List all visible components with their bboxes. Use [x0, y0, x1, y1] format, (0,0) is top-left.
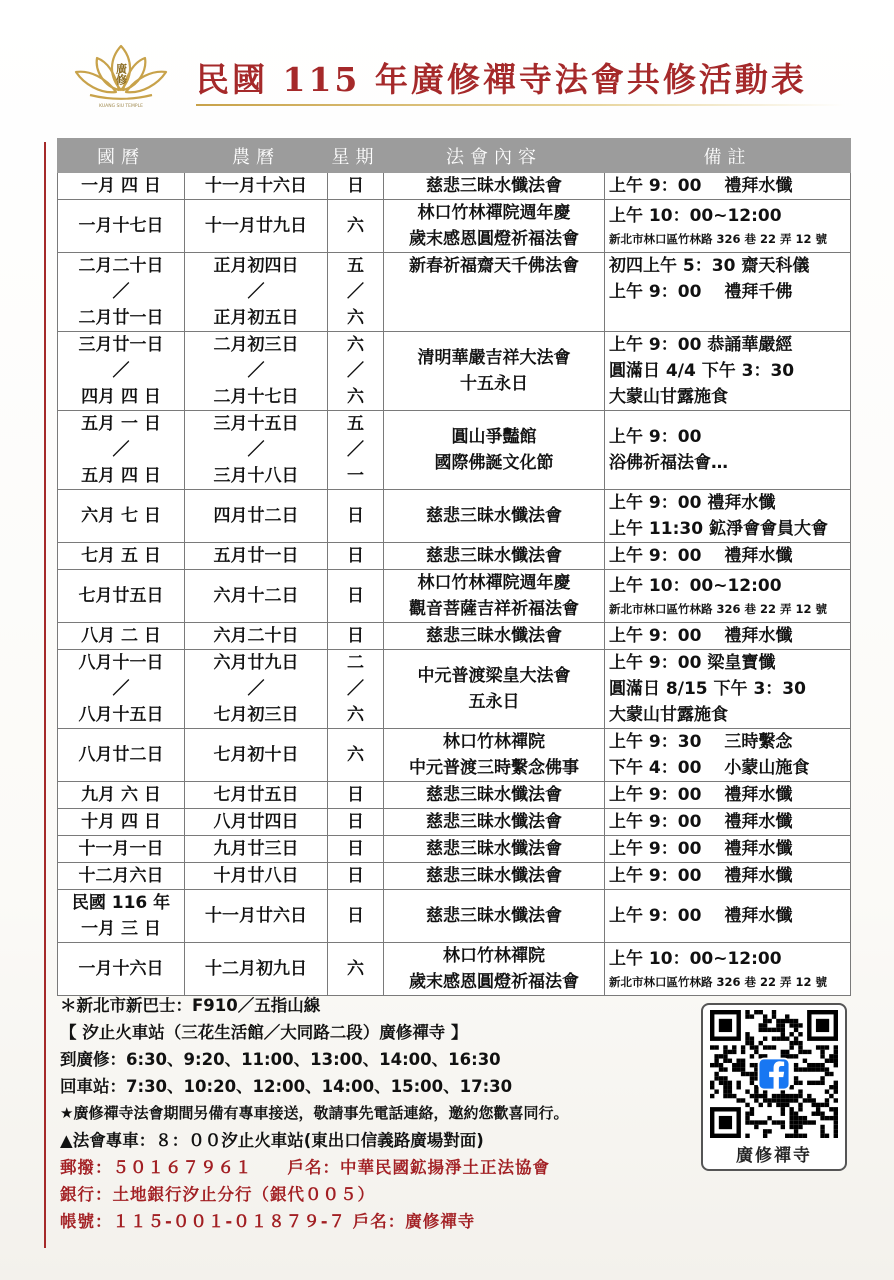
qr-code[interactable]: [710, 1010, 838, 1138]
weekday-line: 日: [347, 812, 364, 832]
lunar-date-line: ／: [247, 440, 265, 460]
weekday-line: 日: [347, 506, 364, 526]
solar-date-line: 七月 五 日: [81, 546, 161, 566]
solar-date-line: ／: [112, 440, 130, 460]
notes-line: 初四上午 5：30 齋天科儀: [609, 256, 810, 276]
notes-line: 新北市林口區竹林路 326 巷 22 弄 12 號: [609, 232, 828, 246]
weekday-line: 六: [347, 705, 364, 725]
notes-line: 上午 11:30 鉱淨會會員大會: [609, 519, 828, 539]
notes-line: 下午 4：00 小蒙山施食: [609, 758, 810, 778]
footer-info: [60, 992, 700, 1235]
event-cell: [384, 543, 605, 570]
notes-line: 上午 9：00 禮拜千佛: [609, 282, 793, 302]
lunar-date-line: 七月廿五日: [213, 785, 299, 805]
solar-date-cell: [58, 650, 185, 729]
notes-line: 上午 9：00 禮拜水懺: [609, 546, 793, 566]
table-row: [58, 729, 851, 782]
event-line: 五永日: [468, 692, 520, 712]
solar-date-cell: [58, 570, 185, 623]
lunar-date-cell: [185, 863, 328, 890]
facebook-icon: [759, 1059, 790, 1090]
lunar-date-line: 六月十二日: [213, 586, 299, 606]
solar-date-cell: [58, 200, 185, 253]
notes-line: 上午 9：00 禮拜水懺: [609, 812, 793, 832]
solar-date-cell: [58, 490, 185, 543]
event-line: 慈悲三昧水懺法會: [426, 176, 562, 196]
solar-date-cell: [58, 729, 185, 782]
solar-date-line: 二月廿一日: [78, 308, 164, 328]
lunar-date-line: 八月廿四日: [213, 812, 299, 832]
solar-date-line: 五月 四 日: [81, 466, 161, 486]
table-row: [58, 490, 851, 543]
notes-cell: [605, 411, 851, 490]
bus-line-text: ＊新北市新巴士：F910／五指山線: [60, 996, 321, 1015]
lunar-date-line: 十月廿八日: [213, 866, 299, 886]
table-row: [58, 782, 851, 809]
event-line: [388, 279, 600, 305]
lunar-date-line: 二月十七日: [213, 387, 299, 407]
table-row: [58, 650, 851, 729]
lunar-date-line: 二月初三日: [213, 335, 299, 355]
logo-text: 廣修: [114, 63, 128, 85]
weekday-line: 五: [347, 256, 364, 276]
weekday-cell: [328, 650, 384, 729]
event-cell: [384, 173, 605, 200]
weekday-line: 六: [347, 335, 364, 355]
solar-date-line: ／: [112, 282, 130, 302]
lunar-date-cell: [185, 253, 328, 332]
notes-cell: [605, 173, 851, 200]
notes-cell: [605, 570, 851, 623]
table-row: [58, 173, 851, 200]
solar-date-line: 三月廿一日: [78, 335, 164, 355]
notes-line: 上午 10：00~12:00: [609, 949, 782, 969]
solar-date-line: 一月十七日: [78, 216, 164, 236]
to-temple-schedule: 到廣修：6:30、9:20、11:00、13:00、14:00、16:30: [60, 1050, 501, 1069]
event-cell: [384, 729, 605, 782]
notes-line: 上午 9：00 禮拜水懺: [609, 626, 793, 646]
event-cell: [384, 809, 605, 836]
notes-line: 上午 9：00 禮拜水懺: [609, 866, 793, 886]
notes-cell: [605, 623, 851, 650]
weekday-line: 六: [347, 959, 364, 979]
notes-line: 上午 9：00 恭誦華嚴經: [609, 335, 793, 355]
event-cell: [384, 411, 605, 490]
solar-date-line: 九月 六 日: [81, 785, 161, 805]
event-cell: [384, 623, 605, 650]
weekday-cell: [328, 809, 384, 836]
weekday-cell: [328, 782, 384, 809]
solar-date-cell: [58, 623, 185, 650]
event-line: 圓山爭豔館: [451, 427, 537, 447]
table-row: [58, 890, 851, 943]
weekday-cell: [328, 543, 384, 570]
lunar-date-cell: [185, 943, 328, 996]
table-row: [58, 543, 851, 570]
event-line: 慈悲三昧水懺法會: [426, 506, 562, 526]
lunar-date-line: 十一月十六日: [205, 176, 307, 196]
solar-date-cell: [58, 411, 185, 490]
weekday-cell: [328, 173, 384, 200]
weekday-line: 六: [347, 216, 364, 236]
weekday-line: 日: [347, 586, 364, 606]
lunar-date-cell: [185, 809, 328, 836]
notes-line: 上午 10：00~12:00: [609, 576, 782, 596]
lunar-date-line: 三月十五日: [213, 414, 299, 434]
solar-date-line: 一月 三 日: [81, 919, 161, 939]
weekday-line: 日: [347, 785, 364, 805]
event-line: 慈悲三昧水懺法會: [426, 812, 562, 832]
lunar-date-cell: [185, 650, 328, 729]
lunar-date-line: 四月廿二日: [213, 506, 299, 526]
notes-line: 上午 9：00 禮拜水懺: [609, 785, 793, 805]
bus-route-text: 【 汐止火車站（三花生活館／大同路二段）廣修禪寺 】: [60, 1023, 468, 1042]
table-row: [58, 836, 851, 863]
event-line: 林口竹林禪院: [443, 946, 545, 966]
solar-date-cell: [58, 836, 185, 863]
table-row: [58, 332, 851, 411]
weekday-line: 日: [347, 839, 364, 859]
notes-line: 大蒙山甘露施食: [609, 705, 728, 725]
event-line: 中元普渡三時繫念佛事: [409, 758, 579, 778]
weekday-line: 日: [347, 866, 364, 886]
solar-date-line: 五月 一 日: [81, 414, 161, 434]
event-cell: [384, 943, 605, 996]
weekday-cell: [328, 253, 384, 332]
weekday-cell: [328, 411, 384, 490]
notes-line: [609, 305, 846, 331]
lunar-date-line: 七月初十日: [213, 745, 299, 765]
solar-date-cell: [58, 543, 185, 570]
table-row: [58, 253, 851, 332]
lunar-date-cell: [185, 729, 328, 782]
table-header-row: [58, 139, 851, 173]
notes-cell: [605, 200, 851, 253]
event-line: 慈悲三昧水懺法會: [426, 626, 562, 646]
solar-date-cell: [58, 890, 185, 943]
solar-date-line: 八月十一日: [78, 653, 164, 673]
header-event: 法會內容: [384, 139, 605, 173]
solar-date-line: 一月 四 日: [81, 176, 161, 196]
event-cell: [384, 332, 605, 411]
lunar-date-line: 七月初三日: [213, 705, 299, 725]
notes-cell: [605, 729, 851, 782]
weekday-line: ／: [347, 440, 364, 460]
notes-line: 浴佛祈福法會…: [609, 453, 728, 473]
event-line: 歲末感恩圓燈祈福法會: [409, 229, 579, 249]
lunar-date-line: 六月二十日: [213, 626, 299, 646]
bank-info: 銀行：土地銀行汐止分行（銀代００５）: [60, 1185, 375, 1204]
lunar-date-cell: [185, 543, 328, 570]
notes-line: 上午 9：00 禮拜水懺: [609, 906, 793, 926]
table-row: [58, 623, 851, 650]
solar-date-line: 二月二十日: [78, 256, 164, 276]
lunar-date-line: 五月廿一日: [213, 546, 299, 566]
page-title: 民國 115 年廣修禪寺法會共修活動表: [196, 60, 807, 99]
notes-cell: [605, 332, 851, 411]
solar-date-line: 八月十五日: [78, 705, 164, 725]
weekday-cell: [328, 943, 384, 996]
lunar-date-cell: [185, 623, 328, 650]
lunar-date-line: ／: [247, 679, 265, 699]
notes-cell: [605, 650, 851, 729]
qr-caption: 廣修禪寺: [736, 1146, 812, 1166]
notes-cell: [605, 543, 851, 570]
weekday-line: ／: [347, 361, 364, 381]
header-notes: 備註: [605, 139, 851, 173]
notes-cell: [605, 782, 851, 809]
weekday-line: 日: [347, 906, 364, 926]
header-lunar-date: 農曆: [185, 139, 328, 173]
solar-date-cell: [58, 809, 185, 836]
event-line: 林口竹林禪院週年慶: [417, 203, 571, 223]
notes-line: 新北市林口區竹林路 326 巷 22 弄 12 號: [609, 602, 828, 616]
lunar-date-line: 十一月廿九日: [205, 216, 307, 236]
solar-date-cell: [58, 253, 185, 332]
weekday-cell: [328, 890, 384, 943]
logo-subtext: KUANG SIU TEMPLE: [99, 104, 143, 109]
event-line: 慈悲三昧水懺法會: [426, 546, 562, 566]
notes-line: 上午 10：00~12:00: [609, 206, 782, 226]
weekday-cell: [328, 332, 384, 411]
solar-date-line: 六月 七 日: [81, 506, 161, 526]
solar-date-line: 八月 二 日: [81, 626, 161, 646]
table-row: [58, 200, 851, 253]
table-body: [58, 173, 851, 996]
notes-cell: [605, 943, 851, 996]
solar-date-line: 七月廿五日: [78, 586, 164, 606]
weekday-cell: [328, 729, 384, 782]
event-cell: [384, 782, 605, 809]
event-line: 國際佛誕文化節: [434, 453, 554, 473]
notes-cell: [605, 809, 851, 836]
table-row: [58, 809, 851, 836]
event-line: 清明華嚴吉祥大法會: [417, 348, 571, 368]
header-weekday: 星期: [328, 139, 384, 173]
notes-line: 上午 9：00 禮拜水懺: [609, 839, 793, 859]
postal-account: 郵撥：５０１６７９６１ 戶名：中華民國鉱揚淨土正法協會: [60, 1158, 550, 1177]
weekday-line: 五: [347, 414, 364, 434]
notes-line: 上午 9：00: [609, 427, 702, 447]
weekday-cell: [328, 200, 384, 253]
lunar-date-cell: [185, 836, 328, 863]
event-cell: [384, 253, 605, 332]
left-accent-rule: [44, 142, 46, 1248]
solar-date-cell: [58, 332, 185, 411]
event-line: 觀音菩薩吉祥祈福法會: [409, 599, 579, 619]
schedule-table: [57, 138, 851, 996]
event-line: 新春祈福齋天千佛法會: [409, 256, 579, 276]
solar-date-line: 四月 四 日: [81, 387, 161, 407]
lunar-date-cell: [185, 332, 328, 411]
weekday-cell: [328, 623, 384, 650]
shuttle-notice: ★廣修禪寺法會期間另備有專車接送，敬請事先電話連絡，邀約您歡喜同行。: [60, 1104, 569, 1122]
weekday-cell: [328, 863, 384, 890]
notes-line: 圓滿日 8/15 下午 3：30: [609, 679, 806, 699]
solar-date-line: 十一月一日: [78, 839, 164, 859]
notes-cell: [605, 836, 851, 863]
event-line: [388, 305, 600, 331]
weekday-line: 六: [347, 745, 364, 765]
event-line: 中元普渡梁皇大法會: [417, 666, 571, 686]
notes-line: 上午 9：00 禮拜水懺: [609, 493, 776, 513]
lunar-date-cell: [185, 173, 328, 200]
lunar-date-line: ／: [247, 361, 265, 381]
table-row: [58, 411, 851, 490]
lunar-date-cell: [185, 490, 328, 543]
solar-date-cell: [58, 863, 185, 890]
solar-date-line: 民國 116 年: [71, 893, 171, 913]
to-station-schedule: 回車站：7:30、10:20、12:00、14:00、15:00、17:30: [60, 1077, 513, 1096]
event-line: 慈悲三昧水懺法會: [426, 906, 562, 926]
notes-cell: [605, 253, 851, 332]
lunar-date-line: 十一月廿六日: [205, 906, 307, 926]
lunar-date-cell: [185, 782, 328, 809]
event-line: 慈悲三昧水懺法會: [426, 839, 562, 859]
title-underline: [196, 104, 846, 106]
lunar-date-line: 六月廿九日: [213, 653, 299, 673]
solar-date-line: 一月十六日: [78, 959, 164, 979]
event-cell: [384, 863, 605, 890]
event-line: 慈悲三昧水懺法會: [426, 785, 562, 805]
weekday-line: 六: [347, 308, 364, 328]
notes-line: 上午 9：30 三時繫念: [609, 732, 793, 752]
weekday-line: 一: [347, 466, 364, 486]
event-cell: [384, 570, 605, 623]
notes-line: 上午 9：00 梁皇寶懺: [609, 653, 776, 673]
solar-date-cell: [58, 173, 185, 200]
notes-line: 上午 9：00 禮拜水懺: [609, 176, 793, 196]
notes-line: 圓滿日 4/4 下午 3：30: [609, 361, 795, 381]
solar-date-line: ／: [112, 679, 130, 699]
weekday-line: 日: [347, 626, 364, 646]
weekday-cell: [328, 570, 384, 623]
table-row: [58, 943, 851, 996]
lunar-date-cell: [185, 570, 328, 623]
solar-date-cell: [58, 943, 185, 996]
event-line: 十五永日: [460, 374, 528, 394]
qr-card[interactable]: [701, 1003, 847, 1171]
lunar-date-line: 正月初五日: [213, 308, 299, 328]
solar-date-cell: [58, 782, 185, 809]
notes-line: 新北市林口區竹林路 326 巷 22 弄 12 號: [609, 975, 828, 989]
event-cell: [384, 890, 605, 943]
solar-date-line: 八月廿二日: [78, 745, 164, 765]
weekday-line: 六: [347, 387, 364, 407]
solar-date-line: 十二月六日: [78, 866, 164, 886]
bank-account: 帳號：１１５-００１-０１８７９-７ 戶名：廣修禪寺: [60, 1212, 476, 1231]
weekday-line: 日: [347, 546, 364, 566]
event-line: 林口竹林禪院週年慶: [417, 573, 571, 593]
notes-cell: [605, 863, 851, 890]
event-cell: [384, 200, 605, 253]
event-line: 林口竹林禪院: [443, 732, 545, 752]
notes-cell: [605, 890, 851, 943]
weekday-line: 日: [347, 176, 364, 196]
lotus-logo: [70, 40, 172, 110]
weekday-line: ／: [347, 282, 364, 302]
event-line: 歲末感恩圓燈祈福法會: [409, 972, 579, 992]
shuttle-time: ▲法會專車：８：００汐止火車站(東出口信義路廣場對面): [60, 1131, 484, 1150]
table-row: [58, 863, 851, 890]
weekday-line: 二: [347, 653, 364, 673]
header-solar-date: 國曆: [58, 139, 185, 173]
notes-cell: [605, 490, 851, 543]
lunar-date-line: 正月初四日: [213, 256, 299, 276]
solar-date-line: 十月 四 日: [81, 812, 161, 832]
weekday-line: ／: [347, 679, 364, 699]
lunar-date-line: 三月十八日: [213, 466, 299, 486]
solar-date-line: ／: [112, 361, 130, 381]
lunar-date-cell: [185, 411, 328, 490]
lunar-date-line: 十二月初九日: [205, 959, 307, 979]
weekday-cell: [328, 490, 384, 543]
lunar-date-line: 九月廿三日: [213, 839, 299, 859]
lunar-date-cell: [185, 200, 328, 253]
notes-line: 大蒙山甘露施食: [609, 387, 728, 407]
event-cell: [384, 836, 605, 863]
event-line: 慈悲三昧水懺法會: [426, 866, 562, 886]
weekday-cell: [328, 836, 384, 863]
lunar-date-line: ／: [247, 282, 265, 302]
lunar-date-cell: [185, 890, 328, 943]
event-cell: [384, 650, 605, 729]
event-cell: [384, 490, 605, 543]
table-row: [58, 570, 851, 623]
